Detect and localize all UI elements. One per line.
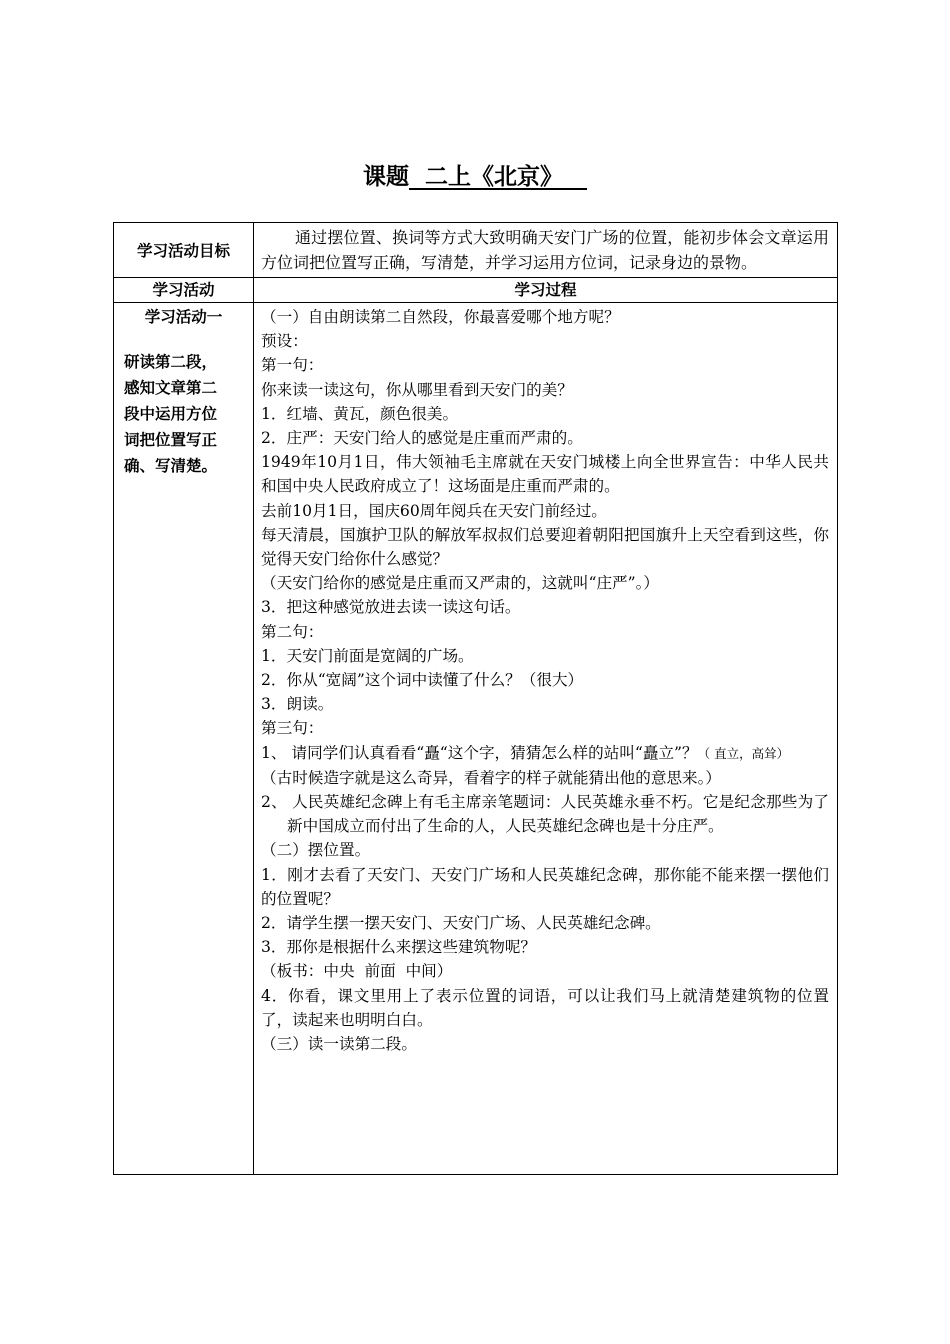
- goal-label: 学习活动目标: [114, 223, 254, 278]
- process-line: 3．那你是根据什么来摆这些建筑物呢？: [261, 938, 537, 957]
- title-topic: 二上《北京》: [424, 164, 563, 190]
- process-line: （三）读一读第二段。: [261, 1035, 417, 1054]
- process-line: 每天清晨，国旗护卫队的解放军叔叔们总要迎着朝阳把国旗升上天空看到这些，你觉得天安门给你什么感觉？: [261, 525, 829, 569]
- process-line: 3．朗读。: [261, 695, 334, 714]
- header-activity: 学习活动: [114, 278, 254, 303]
- activity-desc-line: 研读第二段，: [124, 353, 218, 371]
- goal-text: 通过摆位置、换词等方式大致明确天安门广场的位置，能初步体会文章运用方位词把位置写正确，写清楚，并学习运用方位词，记录身边的景物。: [254, 223, 838, 278]
- activity-desc-line: 词把位置写正: [124, 431, 218, 449]
- process-line: 1．红墙、黄瓦，颜色很美。: [261, 404, 459, 423]
- header-process: 学习过程: [254, 278, 838, 303]
- process-line: 2．你从“宽阔”这个词中读懂了什么？（很大）: [261, 671, 584, 690]
- process-line: （古时候造字就是这么奇异，看着字的样子就能猜出他的意思来。）: [261, 768, 722, 787]
- process-line: （板书：中央 前面 中间）: [261, 962, 453, 981]
- activity-desc-line: 感知文章第二: [124, 379, 218, 397]
- question-1: [261, 741, 829, 766]
- activity-desc-line: 确、写清楚。: [124, 457, 218, 475]
- process-line: （一）自由朗读第二自然段，你最喜爱哪个地方呢？: [261, 308, 620, 326]
- process-line: 1．天安门前面是宽阔的广场。: [261, 646, 474, 665]
- process-cell: [254, 303, 838, 1175]
- process-line: 你来读一读这句，你从哪里看到天安门的美？: [261, 380, 573, 399]
- process-line: 第二句：: [261, 622, 324, 641]
- process-line: 4．你看，课文里用上了表示位置的词语，可以让我们马上就清楚建筑物的位置了，读起来也明明白白。: [261, 986, 829, 1029]
- question-2: 2、 人民英雄纪念碑上有毛主席亲笔题词：人民英雄永垂不朽。它是纪念那些为了新中国成立而付出了生命的人，人民英雄纪念碑也是十分庄严。: [261, 793, 829, 836]
- process-line: （天安门给你的感觉是庄重而又严肃的，这就叫“庄严”。）: [261, 574, 659, 593]
- process-line: （二）摆位置。: [261, 841, 371, 860]
- process-line: 第一句：: [261, 356, 324, 375]
- lesson-plan-table: [113, 222, 838, 1175]
- title-prefix: 课题: [362, 164, 409, 190]
- process-line: 2．请学生摆一摆天安门、天安门广场、人民英雄纪念碑。: [261, 914, 661, 933]
- page-title: [0, 158, 950, 191]
- process-line: 去前10月1日，国庆60周年阅兵在天安门前经过。: [261, 501, 607, 520]
- question-1-text: 1、 请同学们认真看看“矗“这个字，猜猜怎么样的站叫“矗立”？: [261, 743, 698, 762]
- process-line: 1．刚才去看了天安门、天安门广场和人民英雄纪念碑，那你能不能来摆一摆他们的位置呢？: [261, 865, 829, 908]
- activity-desc-line: 段中运用方位: [124, 405, 218, 423]
- activity-description: [118, 349, 249, 479]
- question-1-answer: （ 直立，高耸）: [697, 745, 790, 761]
- process-line: 2．庄严：天安门给人的感觉是庄重而严肃的。: [261, 429, 583, 448]
- header-row: [114, 278, 838, 303]
- activity-title: 学习活动一: [144, 308, 223, 326]
- process-line: 预设：: [261, 332, 308, 351]
- activity-cell: [114, 303, 254, 1175]
- process-line: 1949年10月1日，伟大领袖毛主席就在天安门城楼上向全世界宣告：中华人民共和国中央人民政府成立了！这场面是庄重而严肃的。: [261, 453, 829, 496]
- process-line: 3．把这种感觉放进去读一读这句话。: [261, 598, 521, 617]
- process-line: 第三句：: [261, 719, 324, 738]
- activity-row: [114, 303, 838, 1175]
- goal-row: [114, 223, 838, 278]
